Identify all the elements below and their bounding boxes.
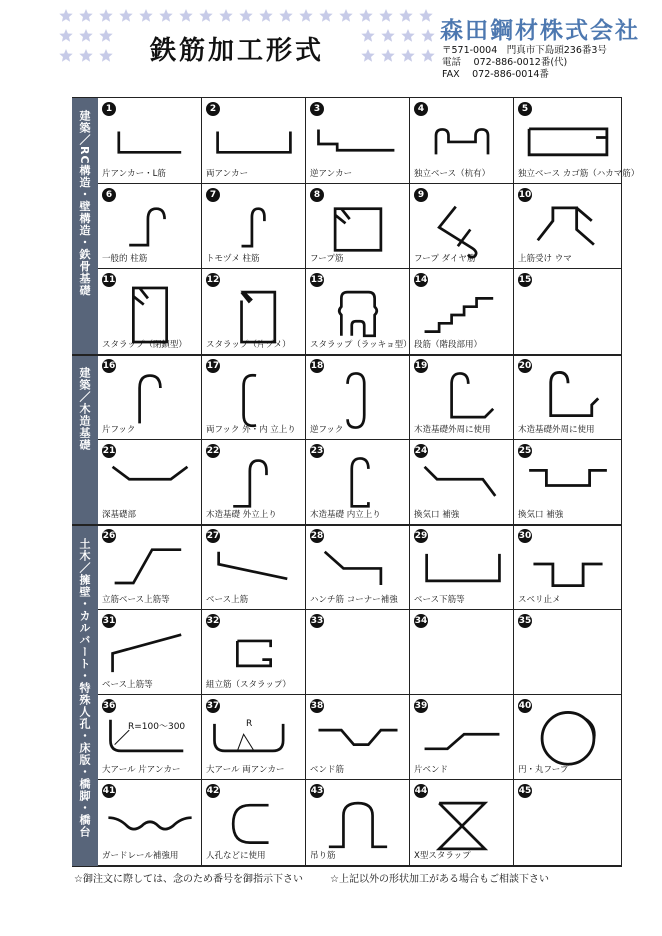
item-number: 19 (414, 361, 428, 371)
shape-cell-9 (410, 184, 514, 269)
item-number: 25 (518, 446, 532, 456)
shape-cell-41 (98, 780, 202, 866)
shape-cell-8 (306, 184, 410, 269)
shape-cell-5 (514, 98, 640, 184)
shape-cell-1 (98, 98, 202, 184)
item-number: 9 (414, 188, 428, 202)
item-label: ハンチ筋 コーナー補強 (310, 595, 398, 605)
radius-note: R (246, 719, 253, 729)
shape-cell-3 (306, 98, 410, 184)
shape-cell-21 (98, 440, 202, 525)
item-number: 21 (102, 446, 116, 456)
item-label: 換気口 補強 (518, 510, 564, 520)
shape-cell-42 (202, 780, 306, 866)
shape-cell-23 (306, 440, 410, 525)
item-label: 木造基礎外周に使用 (518, 425, 595, 435)
shape-cell-33 (306, 610, 410, 695)
shape-cell-28 (306, 525, 410, 610)
item-label: 組立筋（スタラップ） (206, 680, 291, 690)
shape-cell-17 (202, 355, 306, 440)
item-label: トモヅメ 柱筋 (206, 254, 260, 264)
company-contact (442, 45, 607, 81)
shape-cell-18 (306, 355, 410, 440)
shape-cell-40 (514, 695, 622, 780)
footer-note-left: ☆御注文に際しては、念のため番号を御指示下さい (74, 874, 303, 885)
section-label-rc: 建築／RC構造・壁構造・鉄骨基礎 (72, 98, 98, 354)
item-number: 3 (310, 102, 324, 116)
item-label: 片ベンド (414, 765, 449, 775)
item-number: 43 (310, 786, 324, 796)
item-label: ベース上筋 (206, 595, 249, 605)
item-number: 24 (414, 446, 428, 456)
item-number: 31 (102, 616, 116, 626)
shape-cell-15 (514, 269, 622, 355)
shape-cell-37 (202, 695, 306, 780)
section-divider (72, 524, 622, 526)
shape-cell-11 (98, 269, 202, 355)
item-number: 28 (310, 531, 324, 541)
section-divider (72, 354, 622, 356)
item-number: 11 (102, 275, 116, 285)
item-label: 逆アンカー (310, 169, 353, 179)
shape-cell-10 (514, 184, 622, 269)
address: 〒571-0004 門真市下島頭236番3号 (442, 45, 607, 56)
item-number: 26 (102, 531, 116, 541)
item-number: 12 (206, 275, 220, 285)
item-number: 6 (102, 188, 116, 202)
item-label: フープ ダイヤ筋 (414, 254, 476, 264)
item-label: 吊り筋 (310, 851, 336, 861)
item-number: 20 (518, 361, 532, 371)
item-label: 片アンカー・L筋 (102, 169, 166, 179)
item-label: 片フック (102, 425, 136, 435)
shape-cell-43 (306, 780, 410, 866)
item-label: スベリ止メ (518, 595, 561, 605)
item-label: 独立ベース カゴ筋（ハカマ筋） (518, 169, 640, 179)
shape-cell-34 (410, 610, 514, 695)
shape-cell-19 (410, 355, 514, 440)
item-number: 34 (414, 616, 428, 626)
item-number: 4 (414, 102, 428, 116)
shape-cell-12 (202, 269, 306, 355)
shape-cell-32 (202, 610, 306, 695)
section-label-wood: 建築／木造基礎 (72, 355, 98, 525)
item-number: 39 (414, 701, 428, 711)
shape-cell-25 (514, 440, 622, 525)
shape-cell-30 (514, 525, 622, 610)
item-label: 深基礎部 (102, 510, 137, 520)
item-number: 32 (206, 616, 220, 626)
shape-cell-13 (306, 269, 410, 355)
item-label: 換気口 補強 (414, 510, 460, 520)
item-label: ガードレール補強用 (102, 851, 179, 861)
page-title: 鉄筋加工形式 (150, 36, 325, 66)
item-label: スタラップ（片ヅメ） (206, 340, 291, 350)
item-label: 両アンカー (206, 169, 249, 179)
item-label: 段筋（階段部用） (414, 340, 483, 350)
item-number: 29 (414, 531, 428, 541)
shape-cell-29 (410, 525, 514, 610)
company-name: 森田鋼材株式会社 (440, 18, 640, 44)
shape-cell-14 (410, 269, 514, 355)
item-number: 10 (518, 190, 532, 200)
item-number: 8 (310, 188, 324, 202)
item-label: 円・丸フープ (518, 765, 569, 775)
item-number: 38 (310, 701, 324, 711)
item-label: 逆フック (310, 425, 344, 435)
shape-cell-31 (98, 610, 202, 695)
item-number: 1 (102, 102, 116, 116)
item-number: 40 (518, 701, 532, 711)
item-number: 2 (206, 102, 220, 116)
shape-cell-4 (410, 98, 514, 184)
item-number: 13 (310, 275, 324, 285)
item-number: 35 (518, 616, 532, 626)
item-number: 18 (310, 361, 324, 371)
item-label: 木造基礎外周に使用 (414, 425, 491, 435)
item-number: 30 (518, 531, 532, 541)
item-label: 木造基礎 外立上り (206, 510, 277, 520)
item-label: 一般的 柱筋 (102, 254, 148, 264)
item-number: 41 (102, 786, 116, 796)
item-label: 独立ベース（杭有） (414, 169, 491, 179)
item-number: 23 (310, 446, 324, 456)
item-number: 33 (310, 616, 324, 626)
shape-cell-44 (410, 780, 514, 866)
shape-cell-24 (410, 440, 514, 525)
item-label: 大アール 片アンカー (102, 765, 181, 775)
shape-cell-35 (514, 610, 622, 695)
item-number: 22 (206, 446, 220, 456)
item-number: 14 (414, 275, 428, 285)
item-label: ベース下筋等 (414, 595, 465, 605)
item-number: 15 (518, 275, 532, 285)
item-label: 大アール 両アンカー (206, 765, 285, 775)
item-label: 人孔などに使用 (206, 851, 266, 861)
item-label: ベース上筋等 (102, 680, 153, 690)
section-label-civil: 土木／擁壁・カルバート・特殊人孔・床版・橋脚・橋台 (72, 526, 98, 866)
shape-cell-2 (202, 98, 306, 184)
item-number: 37 (206, 701, 220, 711)
radius-note: R=100～300 (128, 722, 186, 732)
item-number: 7 (206, 188, 220, 202)
shape-cell-39 (410, 695, 514, 780)
item-number: 45 (518, 786, 532, 796)
shape-cell-6 (98, 184, 202, 269)
item-label: ベンド筋 (310, 765, 345, 775)
footer-note-right: ☆上記以外の形状加工がある場合もご相談下さい (330, 874, 549, 885)
item-label: 上筋受け ウマ (518, 254, 572, 264)
shape-cell-16 (98, 355, 202, 440)
shape-cell-22 (202, 440, 306, 525)
shape-cell-7 (202, 184, 306, 269)
shape-cell-45 (514, 780, 622, 866)
item-number: 44 (414, 786, 428, 796)
fax: FAX 072-886-0014番 (442, 69, 549, 80)
item-label: スタラップ（閉鎖型） (102, 340, 187, 350)
phone: 電話 072-886-0012番(代) (442, 57, 568, 68)
shape-cell-38 (306, 695, 410, 780)
item-label: 両フック 外・内 立上り (206, 425, 296, 435)
shape-cell-20 (514, 355, 622, 440)
item-number: 27 (206, 531, 220, 541)
item-number: 42 (206, 786, 220, 796)
item-label: スタラップ（ラッキョ型） (310, 340, 412, 350)
item-number: 16 (102, 361, 116, 371)
item-label: X型スタラップ (414, 851, 471, 861)
shape-cell-26 (98, 525, 202, 610)
item-number: 5 (518, 102, 532, 116)
item-label: 立筋ベース上筋等 (102, 595, 170, 605)
shape-cell-27 (202, 525, 306, 610)
item-number: 17 (206, 361, 220, 371)
shape-cell-36 (98, 695, 202, 780)
item-label: フープ筋 (310, 254, 344, 264)
item-number: 36 (102, 701, 116, 711)
item-label: 木造基礎 内立上り (310, 510, 381, 520)
